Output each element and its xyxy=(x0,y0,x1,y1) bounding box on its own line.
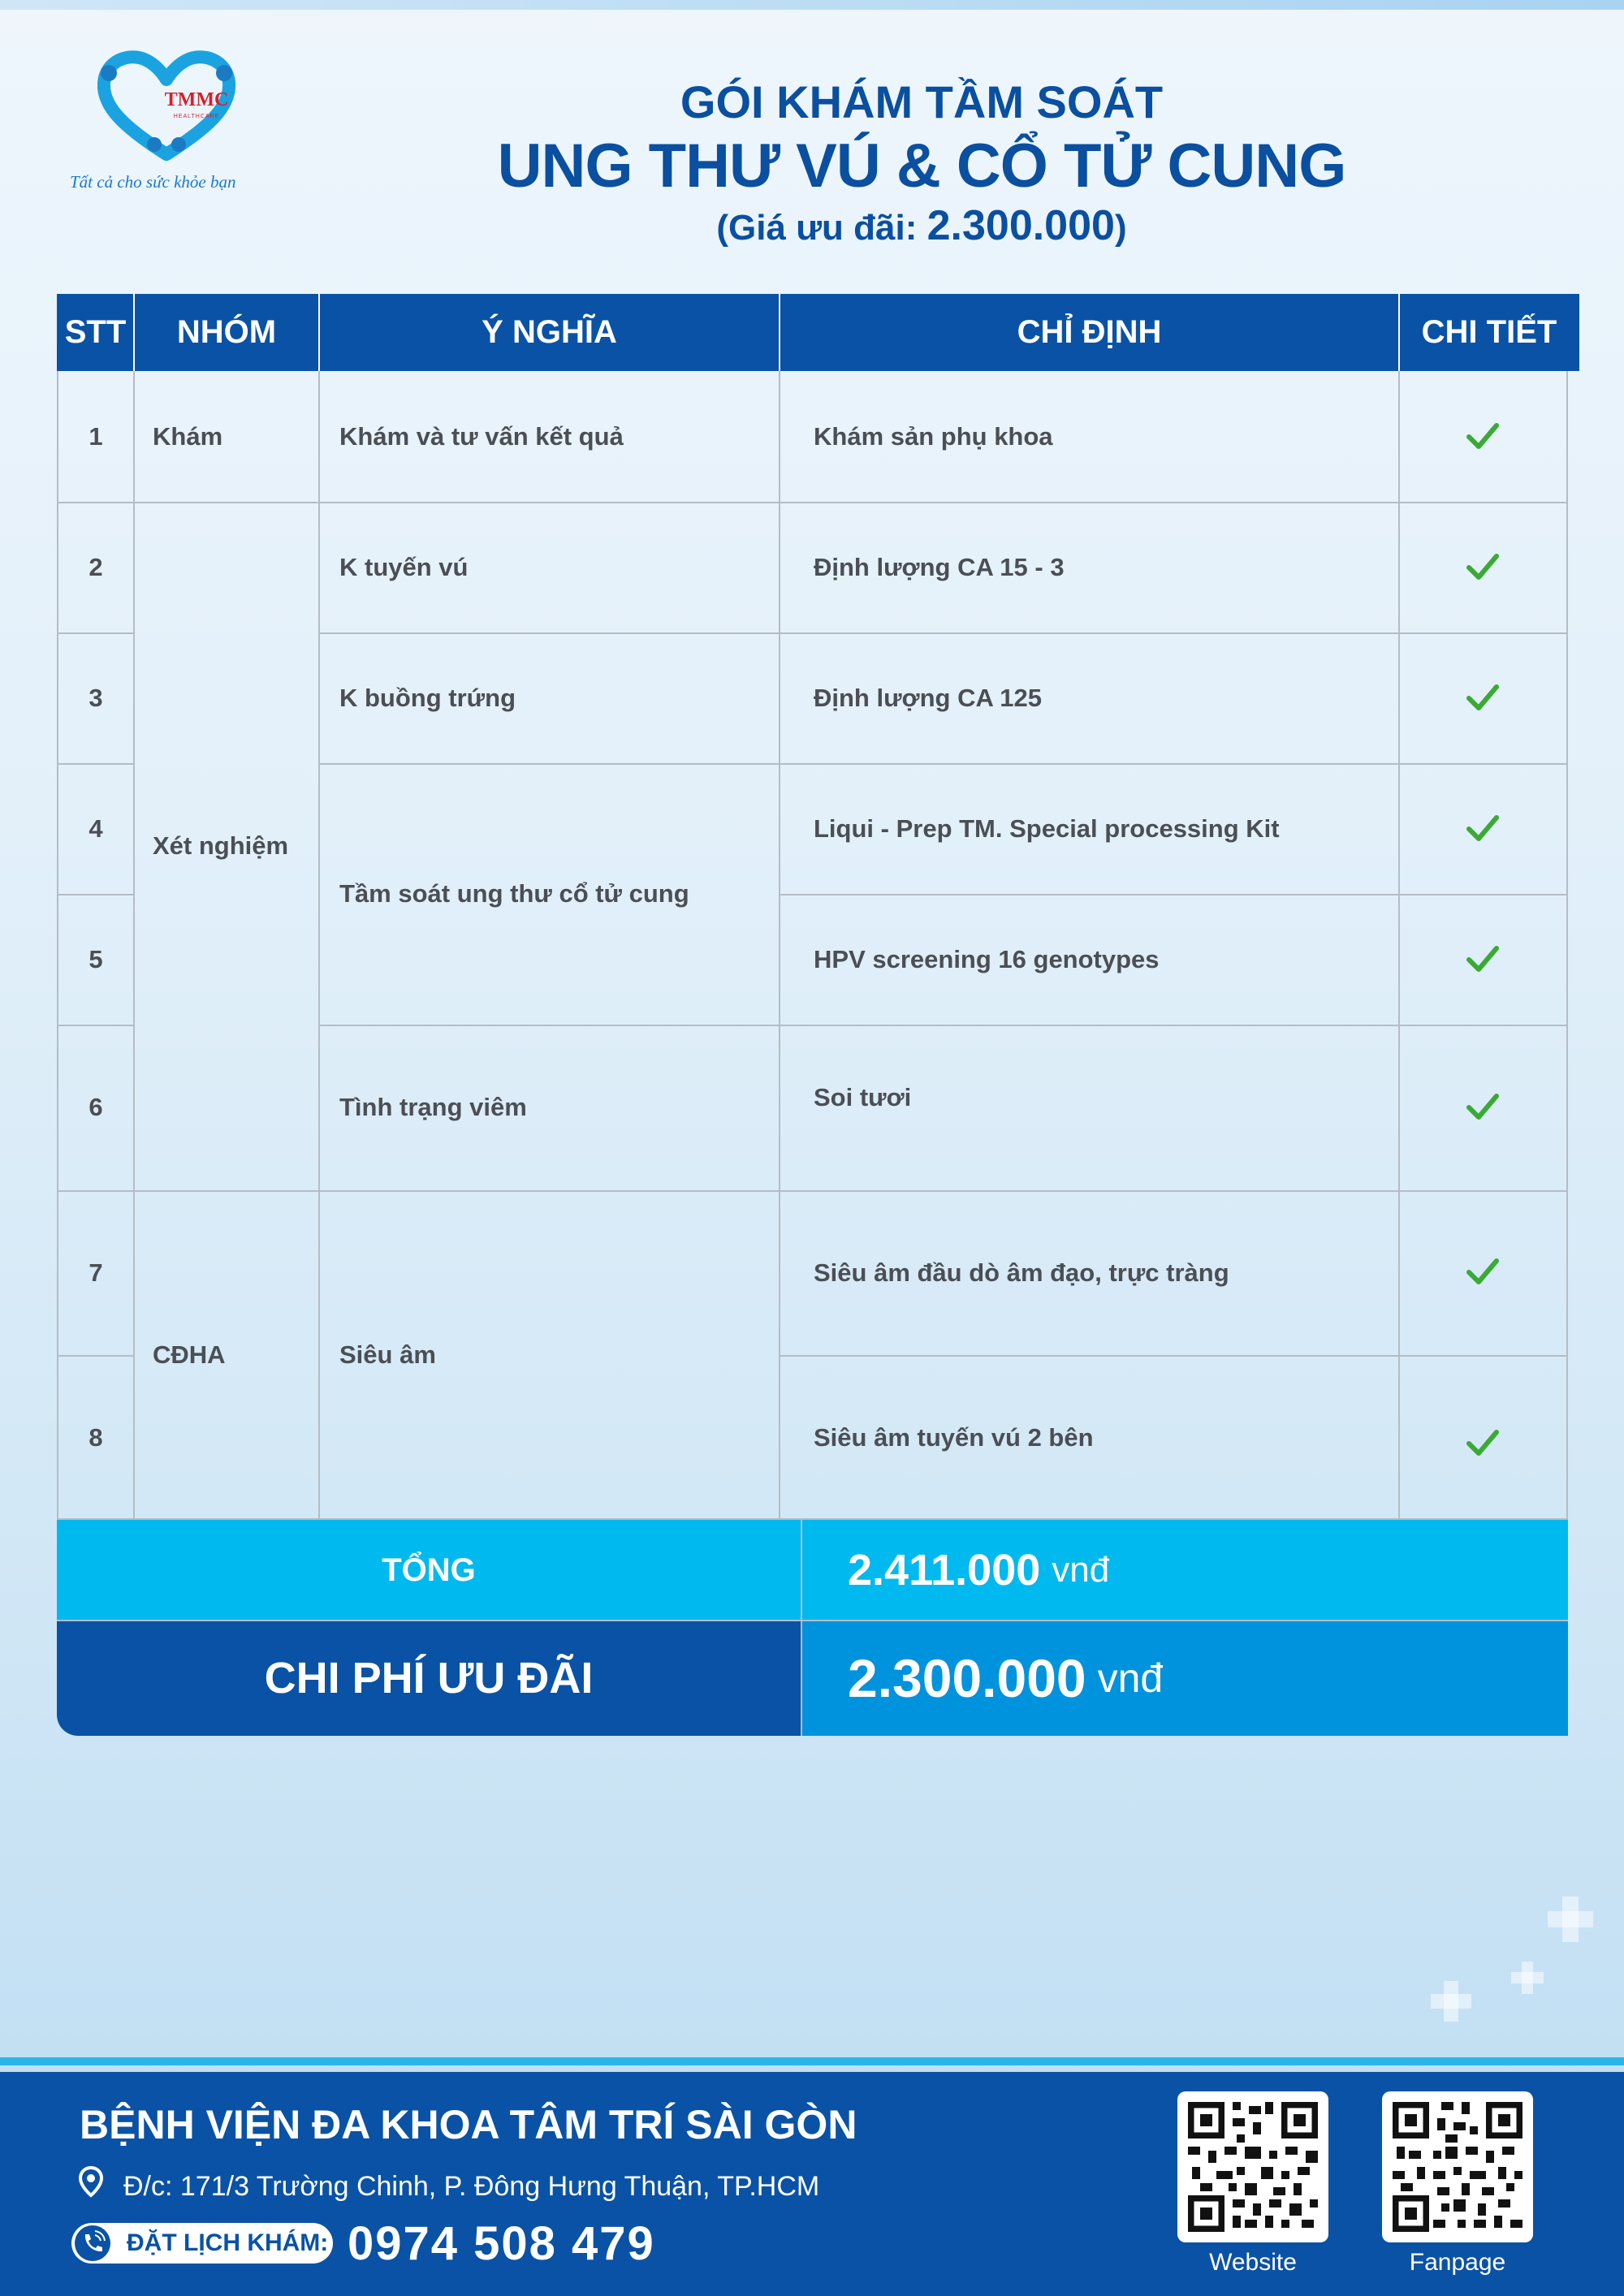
indication-cell: Soi tươi xyxy=(814,1083,912,1111)
qr-fanpage-label: Fanpage xyxy=(1409,2249,1506,2276)
hospital-name: BỆNH VIỆN ĐA KHOA TÂM TRÍ SÀI GÒN xyxy=(80,2102,857,2147)
meaning-cell: Tình trạng viêm xyxy=(339,1093,527,1121)
stt-cell: 7 xyxy=(89,1258,103,1287)
checkmark-icon xyxy=(1466,1258,1499,1285)
total-amount xyxy=(802,1520,1568,1621)
footer xyxy=(0,2072,1624,2296)
footer-accent-line xyxy=(0,2057,1624,2065)
indication-cell: Siêu âm đầu dò âm đạo, trực tràng xyxy=(814,1258,1229,1287)
logo xyxy=(65,49,292,203)
checkmark-icon xyxy=(1466,422,1499,450)
stt-cell: 6 xyxy=(89,1093,103,1121)
indication-cell: HPV screening 16 genotypes xyxy=(814,944,1160,973)
stt-cell: 3 xyxy=(89,683,103,712)
summary-divider xyxy=(801,1520,802,1736)
indication-cell: Khám sản phụ khoa xyxy=(814,421,1053,451)
hotline-number[interactable]: 0974 508 479 xyxy=(348,2217,655,2270)
total-value: 2.411.000 xyxy=(848,1546,1041,1595)
offer-unit: vnđ xyxy=(1097,1655,1164,1701)
logo-brand: TMMC xyxy=(164,89,229,110)
table-border xyxy=(133,371,135,1520)
checkmark-icon xyxy=(1466,1093,1499,1120)
table-border xyxy=(1398,371,1400,1520)
hospital-address: Đ/c: 171/3 Trường Chinh, P. Đông Hưng Thuận, TP.HCM xyxy=(123,2171,820,2202)
qr-code-fanpage-icon[interactable] xyxy=(1382,2091,1533,2242)
title-line-1: GÓI KHÁM TẦM SOÁT xyxy=(680,76,1164,127)
indication-cell: Định lượng CA 15 - 3 xyxy=(814,552,1065,581)
logo-slogan: Tất cả cho sức khỏe bạn xyxy=(70,172,236,192)
stt-cell: 2 xyxy=(89,552,103,581)
package-table xyxy=(57,294,1579,1736)
offer-value: 2.300.000 xyxy=(848,1648,1086,1708)
group-cell: CĐHA xyxy=(153,1340,226,1369)
stt-cell: 5 xyxy=(89,944,103,973)
meaning-cell: Khám và tư vấn kết quả xyxy=(339,421,624,451)
title-block xyxy=(406,75,1437,251)
indication-cell: Siêu âm tuyến vú 2 bên xyxy=(814,1422,1094,1452)
header-group: NHÓM xyxy=(134,294,319,371)
header-meaning: Ý NGHĨA xyxy=(319,294,780,371)
qr-code-website-icon[interactable] xyxy=(1177,2091,1328,2242)
header-divider xyxy=(318,294,320,371)
group-cell: Xét nghiệm xyxy=(153,831,289,860)
phone-icon xyxy=(75,2225,110,2261)
summary-divider xyxy=(57,1620,1568,1621)
table-border xyxy=(779,371,780,1520)
indication-cell: Định lượng CA 125 xyxy=(814,683,1043,712)
indication-cell: Liqui - Prep TM. Special processing Kit xyxy=(814,814,1280,843)
booking-label: ĐẶT LỊCH KHÁM: xyxy=(127,2229,329,2256)
meaning-cell: Siêu âm xyxy=(339,1340,436,1369)
total-label: TỔNG xyxy=(57,1520,801,1621)
checkmark-icon xyxy=(1466,684,1499,711)
price-close: ) xyxy=(1114,208,1127,248)
title-line-2: UNG THƯ VÚ & CỔ TỬ CUNG xyxy=(497,132,1346,201)
checkmark-icon xyxy=(1466,814,1499,842)
header-stt: STT xyxy=(57,294,134,371)
qr-website-label: Website xyxy=(1209,2249,1297,2276)
meaning-cell: Tầm soát ung thư cổ tử cung xyxy=(339,879,689,908)
checkmark-icon xyxy=(1466,553,1499,580)
title-price xyxy=(406,203,1437,251)
price-open: (Giá ưu đãi: xyxy=(716,208,927,248)
checkmark-icon xyxy=(1466,945,1499,973)
offer-label: CHI PHÍ ƯU ĐÃI xyxy=(57,1621,801,1736)
header-divider xyxy=(133,294,135,371)
header-indication: CHỈ ĐỊNH xyxy=(780,294,1399,371)
price-value: 2.300.000 xyxy=(926,202,1115,249)
header-divider xyxy=(1398,294,1400,371)
meaning-cell: K tuyến vú xyxy=(339,552,469,581)
header-detail: CHI TIẾT xyxy=(1399,294,1579,371)
logo-brand-sub: HEALTHCARE xyxy=(173,114,220,119)
stt-cell: 8 xyxy=(89,1422,103,1452)
stt-cell: 4 xyxy=(89,814,103,843)
location-pin-icon xyxy=(78,2166,104,2199)
booking-badge xyxy=(71,2223,333,2264)
table-border xyxy=(1566,371,1568,1520)
group-cell: Khám xyxy=(153,421,223,451)
stt-cell: 1 xyxy=(89,421,103,451)
header-divider xyxy=(779,294,780,371)
top-strip xyxy=(0,0,1624,10)
checkmark-icon xyxy=(1466,1429,1499,1457)
total-unit: vnđ xyxy=(1052,1550,1110,1590)
table-border xyxy=(318,371,320,1520)
meaning-cell: K buồng trứng xyxy=(339,683,516,712)
offer-amount xyxy=(802,1621,1568,1736)
